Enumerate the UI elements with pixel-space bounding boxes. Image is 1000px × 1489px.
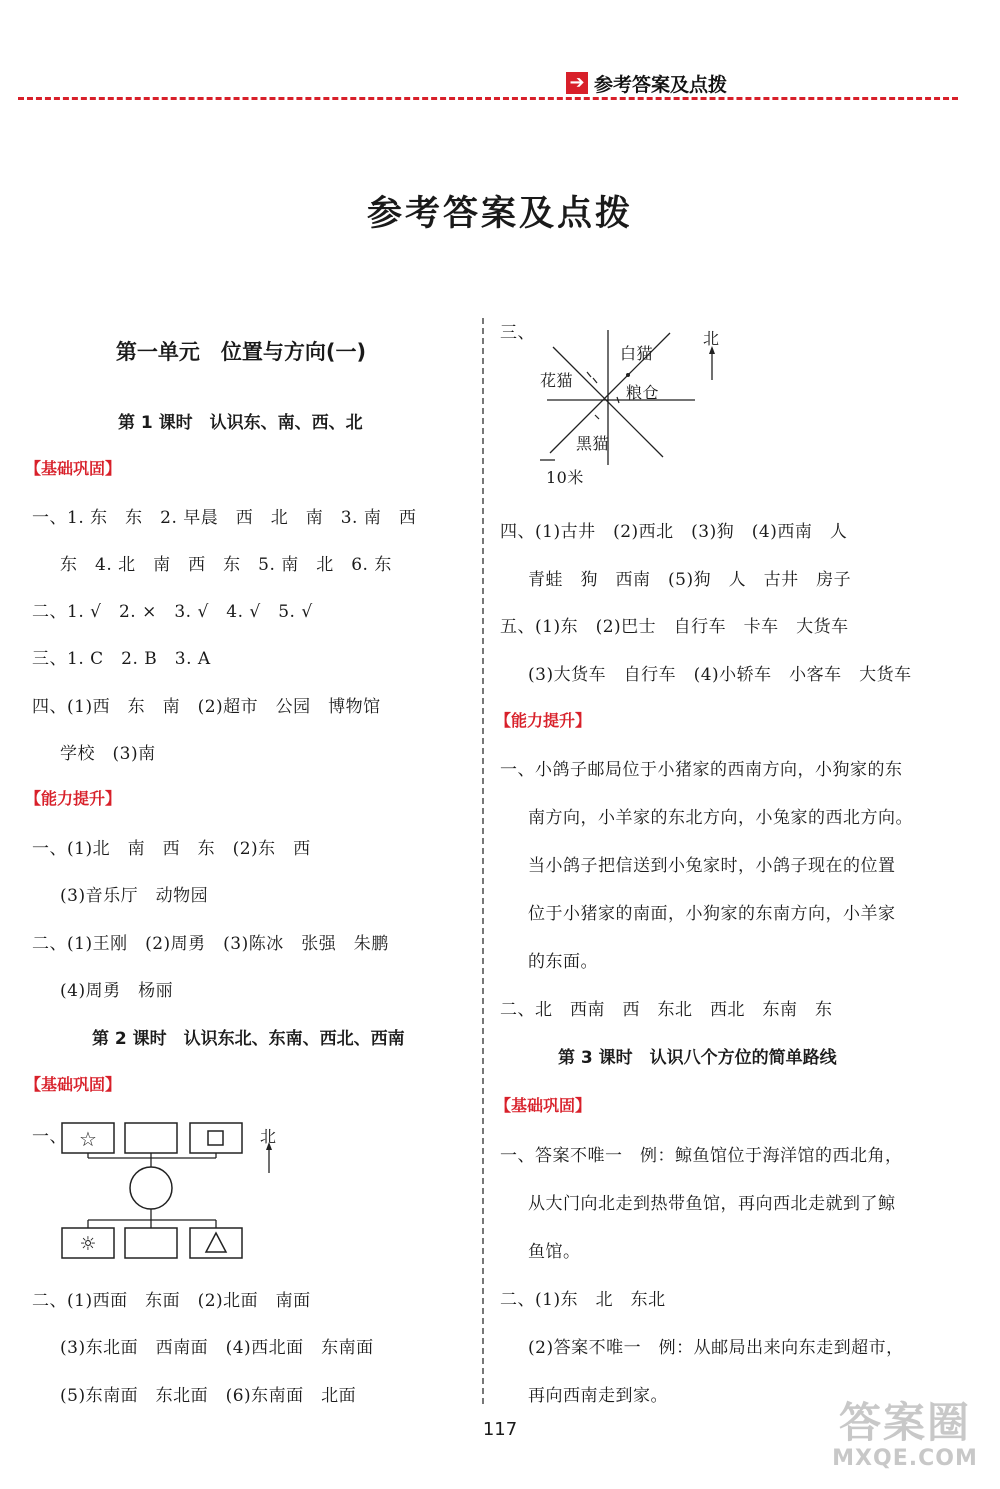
- answer-line: (3)音乐厅 动物园: [60, 886, 209, 906]
- answer-line: 鱼馆。: [528, 1242, 581, 1262]
- star-icon: ☆: [79, 1127, 97, 1151]
- answer-line: (4)周勇 杨丽: [60, 981, 174, 1001]
- page-title: 参考答案及点拨: [366, 194, 633, 234]
- answer-line: 二、1. √ 2. × 3. √ 4. √ 5. √: [32, 602, 313, 622]
- north-label: 北: [260, 1127, 277, 1146]
- answer-line: 再向西南走到家。: [528, 1386, 668, 1406]
- unit-title: 第一单元 位置与方向(一): [115, 340, 367, 364]
- running-header-title: 参考答案及点拨: [594, 73, 728, 96]
- watermark: [820, 1400, 990, 1480]
- answer-line: (5)东南面 东北面 (6)东南面 北面: [60, 1386, 357, 1406]
- answer-line: 从大门向北走到热带鱼馆，再向西北走就到了鲸: [528, 1194, 896, 1214]
- answer-line: 一、小鸽子邮局位于小猪家的西南方向，小狗家的东: [500, 760, 903, 780]
- center-circle: [130, 1167, 172, 1209]
- label-scale: 10米: [546, 468, 584, 487]
- label-flower-cat: 花猫: [540, 371, 574, 390]
- answer-line: 二、北 西南 西 东北 西北 东南 东: [500, 1000, 833, 1020]
- section-tag-basic: 【基础巩固】: [25, 1075, 122, 1094]
- sun-icon: ☼: [79, 1233, 97, 1255]
- answer-line: 当小鸽子把信送到小兔家时，小鸽子现在的位置: [528, 856, 896, 876]
- triangle-icon: [206, 1233, 226, 1252]
- arrow-icon: ➔: [566, 72, 588, 94]
- box-empty-top: [125, 1123, 177, 1153]
- watermark-logo-text: 答案圈: [838, 1398, 971, 1447]
- answer-line: 的东面。: [528, 952, 598, 972]
- answer-line: 一、1. 东 东 2. 早晨 西 北 南 3. 南 西: [32, 508, 417, 528]
- square-icon: [208, 1131, 223, 1145]
- running-header: [566, 70, 727, 96]
- answer-line: (3)大货车 自行车 (4)小轿车 小客车 大货车: [528, 665, 912, 685]
- answer-line: 一、(1)北 南 西 东 (2)东 西: [32, 839, 311, 859]
- answer-line: 南方向，小羊家的东北方向，小兔家的西北方向。: [528, 808, 913, 828]
- answer-line: 位于小猪家的南面，小狗家的东南方向，小羊家: [528, 904, 896, 924]
- answer-line: 二、(1)东 北 东北: [500, 1290, 666, 1310]
- box-empty-bottom: [125, 1228, 177, 1258]
- box-square: [190, 1123, 242, 1153]
- label-granary: 粮仓: [626, 383, 660, 402]
- answer-line: 二、(1)王刚 (2)周勇 (3)陈冰 张强 朱鹏: [32, 934, 389, 954]
- lesson-2-title: 第 2 课时 认识东北、东南、西北、西南: [92, 1029, 405, 1049]
- question-number: 一、: [32, 1127, 67, 1147]
- header-dashed-rule: [18, 97, 958, 100]
- answer-line: 三、1. C 2. B 3. A: [32, 649, 211, 669]
- lesson-3-title: 第 3 课时 认识八个方位的简单路线: [558, 1048, 837, 1068]
- answer-line: 一、答案不唯一 例：鲸鱼馆位于海洋馆的西北角，: [500, 1146, 903, 1166]
- answer-line: 四、(1)西 东 南 (2)超市 公园 博物馆: [32, 697, 381, 717]
- answer-line: 四、(1)古井 (2)西北 (3)狗 (4)西南 人: [500, 522, 848, 542]
- section-tag-ability: 【能力提升】: [25, 789, 122, 808]
- label-white-cat: 白猫: [620, 344, 654, 363]
- lesson-1-title: 第 1 课时 认识东、南、西、北: [118, 413, 363, 433]
- watermark-url: MXQE.COM: [832, 1446, 978, 1471]
- section-tag-basic: 【基础巩固】: [495, 1096, 592, 1115]
- answer-line: 二、(1)西面 东面 (2)北面 南面: [32, 1291, 311, 1311]
- answer-line: (3)东北面 西南面 (4)西北面 东南面: [60, 1338, 374, 1358]
- answer-line: 青蛙 狗 西南 (5)狗 人 古井 房子: [528, 570, 852, 590]
- answer-line: 东 4. 北 南 西 东 5. 南 北 6. 东: [60, 555, 392, 575]
- north-label: 北: [703, 329, 720, 348]
- section-tag-ability: 【能力提升】: [495, 711, 592, 730]
- page-number: 117: [482, 1419, 518, 1440]
- answer-line: 学校 (3)南: [60, 744, 156, 764]
- question-number: 三、: [500, 323, 535, 343]
- answer-line: 五、(1)东 (2)巴士 自行车 卡车 大货车: [500, 617, 849, 637]
- column-divider: [482, 318, 484, 1404]
- position-diagram: [55, 1118, 295, 1263]
- section-tag-basic: 【基础巩固】: [25, 459, 122, 478]
- answer-line: (2)答案不唯一 例：从邮局出来向东走到超市，: [528, 1338, 904, 1358]
- label-black-cat: 黑猫: [576, 434, 610, 453]
